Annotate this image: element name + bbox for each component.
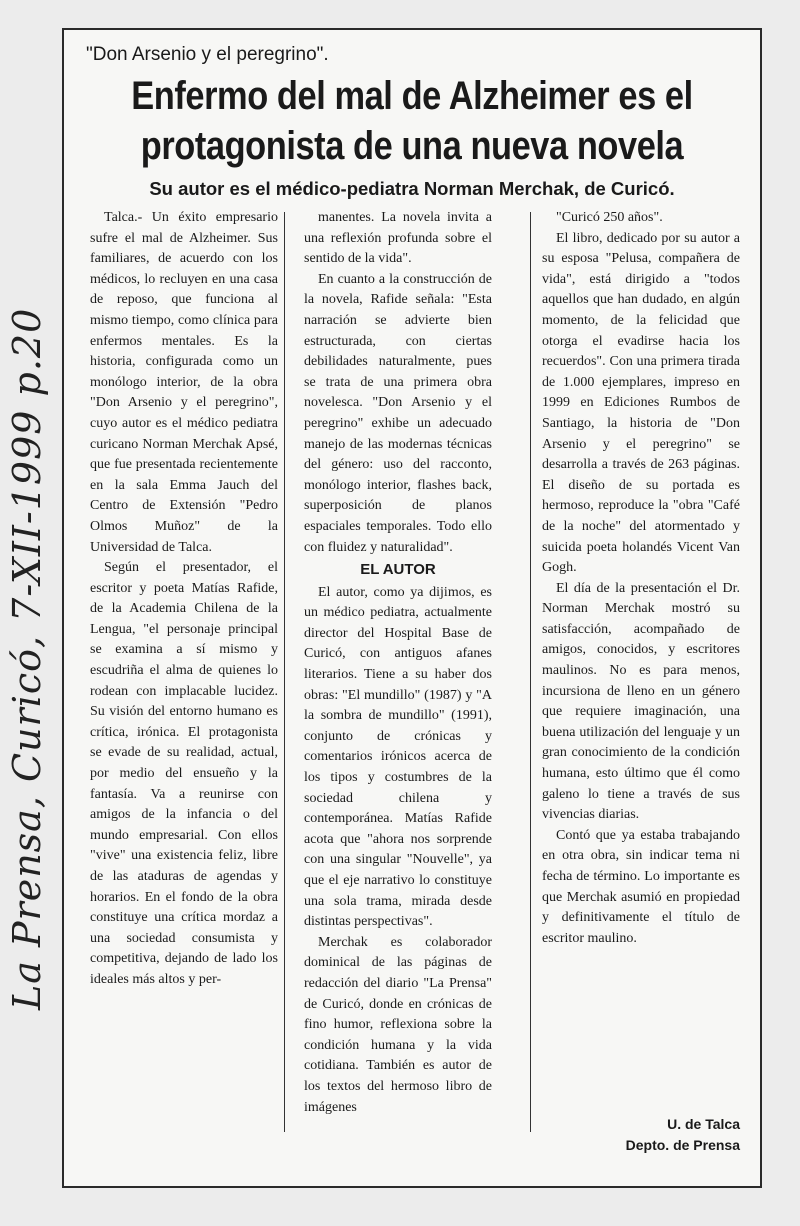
paragraph: manentes. La novela invita a una reflexión profunda sobre el sentido de la vida". bbox=[304, 210, 492, 267]
subhead: Su autor es el médico-pediatra Norman Merchak, de Curicó. bbox=[149, 178, 675, 199]
handwritten-source-note: La Prensa, Curicó, 7-XII-1999 p.20 bbox=[5, 307, 49, 1010]
paragraph: Merchak es colaborador dominical de las páginas de redacción del diario "La Prensa" de Curicó, donde en crónicas de fino humor, reflexiona sobre la condición humana y la vida cotidiana. También es autor de los textos del hermoso libro de imágenes bbox=[304, 934, 492, 1115]
kicker: "Don Arsenio y el peregrino". bbox=[86, 44, 329, 65]
column-rule bbox=[284, 212, 285, 1132]
paragraph: El autor, como ya dijimos, es un médico pediatra, actualmente director del Hospital Base de Curicó, con antiguos afanes literarios. Tiene a su haber dos obras: "El mundillo" (1987) y "A la sombra de mundillo" (1991), conjunto de crónicas y comentarios irónicos acerca de los tipos y costumbres de la sociedad chilena y contemporánea. Matías Rafide acota que "ahora nos sorprende con una singular "Nouvelle", ya que el eje narrativo lo constituye una sola trama, mirada desde distintas perspectivas". bbox=[304, 584, 492, 930]
paragraph: Según el presentador, el escritor y poeta Matías Rafide, de la Academia Chilena de la Lengua, "el personaje principal se examina a sí mismo y escudriña el alma de quienes lo rodean con implacable lucidez. Su visión del entorno humano es crítica, irónica. El protagonista se evade de su realidad, actual, por medio del ensueño y la fantasía. Va a reunirse con amigos de la infancia o del mundo empresarial. Con ellos "vive" una existencia feliz, libre de las ataduras de agendas y horarios. En el fondo de la obra constituye una crítica mordaz a una sociedad consumista y competitiva, dejando de lado los ideales más altos y per- bbox=[90, 560, 278, 987]
column-rule bbox=[530, 212, 531, 1132]
paragraph: El día de la presentación el Dr. Norman Merchak mostró su satisfacción, acompañado de amigos, conocidos, y escritores maulinos. No es para menos, incursiona de lleno en un género que requiere imaginación, una buena utilización del lenguaje y un gran conocimiento de la condición humana, esto último que él como galeno lo tiene a través de sus vivencias diarias. bbox=[542, 580, 740, 823]
paragraph: Contó que ya estaba trabajando en otra obra, sin indicar tema ni fecha de término. Lo importante es que Merchak asumió en propiedad y definitivamente el título de escritor maulino. bbox=[542, 827, 740, 946]
byline-institution: U. de Talca bbox=[667, 1116, 740, 1132]
column-2 bbox=[304, 208, 492, 1118]
paragraph: "Curicó 250 años". bbox=[556, 210, 663, 225]
byline bbox=[542, 1114, 740, 1156]
paragraph: El libro, dedicado por su autor a su esposa "Pelusa, compañera de vida", está dirigido a "todos aquellos que han dudado, en algún momento, de la felicidad que otorga el evadirse hacia los recuerdos". Con una primera tirada de 1.000 ejemplares, impreso en 1999 en Ediciones Rumbos de Santiago, la historia de "Don Arsenio y el peregrino" se desarrolla a través de 263 páginas. El diseño de su portada es hermoso, reproduce la "obra "Café de la noche" del atormentado y suicida poeta holandés Vicent Van Gogh. bbox=[542, 230, 740, 576]
section-title: EL AUTOR bbox=[360, 561, 436, 579]
column-1 bbox=[90, 208, 278, 991]
newspaper-clipping bbox=[62, 28, 762, 1188]
byline-department: Depto. de Prensa bbox=[625, 1137, 740, 1153]
column-3 bbox=[542, 208, 740, 949]
paragraph: Talca.- Un éxito empresario sufre el mal de Alzheimer. Sus familiares, de acuerdo con los médicos, lo recluyen en una casa de reposo, que funciona al mismo tiempo, como clínica para enfermos mentales. Es la historia, configurada como un monólogo interior, de la obra "Don Arsenio y el peregrino", cuyo autor es el médico pediatra curicano Norman Merchak Apsé, que fue presentada recientemente en la sala Emma Jauch del Centro de Extensión "Pedro Olmos Muñoz" de la Universidad de Talca. bbox=[90, 210, 278, 555]
paragraph: En cuanto a la construcción de la novela, Rafide señala: "Esta narración se advierte bien estructurada, con ciertas debilidades naturalmente, pues se trata de una primera obra novelesca. "Don Arsenio y el peregrino" exhibe un adecuado manejo de las modernas técnicas del género: uso del racconto, monólogo interior, flashes back, superposición de planos espaciales temporales. Todo ello con fluidez y naturalidad". bbox=[304, 271, 492, 555]
headline-line-2: protagonista de una nueva novela bbox=[140, 124, 684, 168]
headline-line-1: Enfermo del mal de Alzheimer es el bbox=[131, 74, 693, 118]
